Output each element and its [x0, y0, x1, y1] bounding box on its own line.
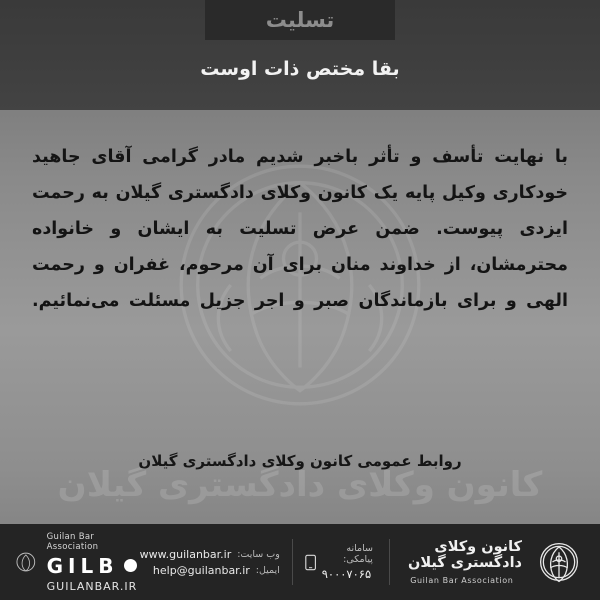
brand-top-line: Guilan Bar Association: [46, 531, 99, 552]
brand-mark-icon: [14, 549, 38, 575]
bar-association-emblem-icon: [532, 535, 586, 589]
email-label: ایمیل:: [255, 564, 280, 576]
footer-brand: [0, 532, 140, 593]
condolence-paragraph: با نهایت تأسف و تأثر باخبر شدیم مادر گرامی آقای جاهید خودکاری وکیل پایه یک کانون وکلای دادگستری گیلان به رحمت ایزدی پیوست. ضمن عرض تسلیت به ایشان و خانواده محترمشان، از خداوند منان برای آن مرحوم، غفران و رحمت الهی و برای بازماندگان صبر و اجر جزیل مسئلت می‌نمائیم.: [32, 147, 568, 311]
footer-divider: [389, 539, 390, 585]
email-row[interactable]: [140, 564, 280, 577]
website-label: وب سایت:: [237, 548, 280, 560]
footer-contact: [140, 548, 280, 577]
footer-org-names: [402, 539, 522, 586]
gilb-brand-block: [47, 532, 140, 593]
sms-number: ۹۰۰۰۷۰۶۵: [321, 567, 372, 581]
website-row[interactable]: [140, 548, 280, 561]
footer-org-en: Guilan Bar Association: [410, 576, 514, 586]
footer-org-fa: کانون وکلای دادگستری گیلان: [407, 538, 522, 572]
gilb-dot-icon: [124, 559, 137, 572]
header-band: [0, 0, 600, 110]
footer-organization: [402, 535, 600, 589]
email-value[interactable]: help@guilanbar.ir: [152, 563, 250, 577]
mobile-phone-icon: [305, 553, 316, 572]
signature-line: روابط عمومی کانون وکلای دادگستری گیلان: [138, 452, 462, 470]
website-value[interactable]: www.guilanbar.ir: [139, 547, 232, 561]
sms-label: سامانه پیامکی:: [343, 543, 373, 565]
brand-site[interactable]: GUILANBAR.IR: [46, 579, 138, 593]
footer-bar: [0, 524, 600, 600]
gilb-wordmark: [47, 554, 137, 578]
title-plate: [205, 0, 395, 40]
header-subtitle: بقا مختص ذات اوست: [200, 58, 400, 80]
watermark-text: کانون وکلای دادگستری گیلان: [57, 465, 543, 505]
gilb-word: GILB: [46, 553, 119, 578]
page-title: تسلیت: [265, 8, 335, 32]
sms-service: [305, 543, 373, 581]
footer-divider-2: [292, 539, 293, 585]
